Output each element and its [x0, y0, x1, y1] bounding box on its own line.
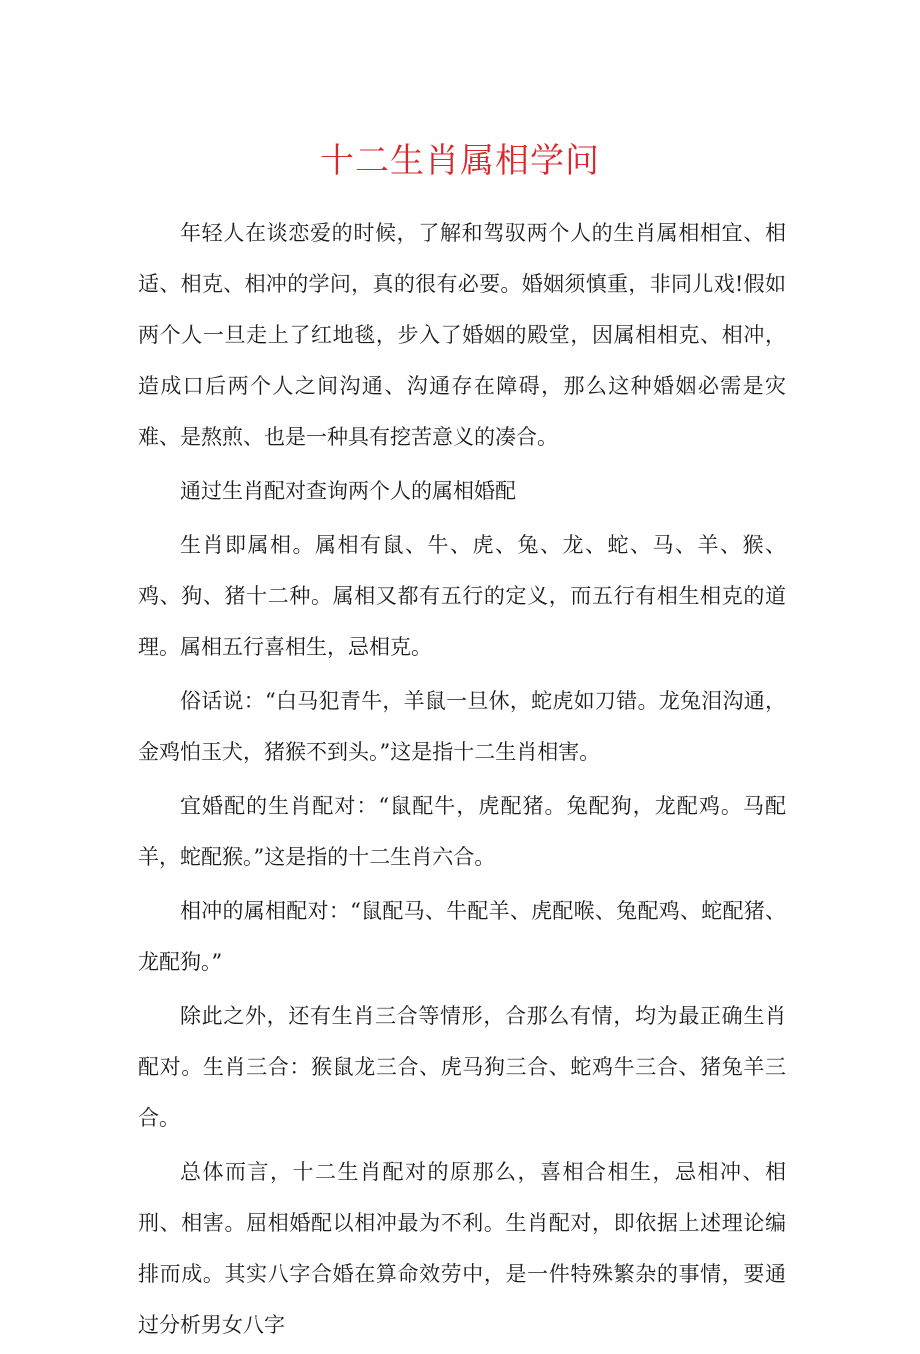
document-title: 十二生肖属相学问	[320, 141, 600, 181]
paragraph-six-harmony: 宜婚配的生肖配对：“鼠配牛，虎配猪。兔配狗，龙配鸡。马配羊，蛇配猴。”这是指的十二生肖六合。	[138, 794, 786, 869]
paragraph-intro: 年轻人在谈恋爱的时候，了解和驾驭两个人的生肖属相相宜、相适、相克、相冲的学问，真的很有必要。婚姻须慎重，非同儿戏!假如两个人一旦走上了红地毯，步入了婚姻的殿堂，因属相相克、相冲，造成口后两个人之间沟通、沟通存在障碍，那么这种婚姻必需是灾难、是熬煎、也是一种具有挖苦意义的凑合。	[138, 221, 786, 449]
paragraph-conflict: 相冲的属相配对：“鼠配马、牛配羊、虎配喉、兔配鸡、蛇配猪、龙配狗。”	[138, 899, 786, 974]
paragraph-summary: 总体而言，十二生肖配对的原那么，喜相合相生，忌相冲、相刑、相害。屈相婚配以相冲最为不利。生肖配对，即依据上述理论编排而成。其实八字合婚在算命效劳中，是一件特殊繁杂的事情，要通过分析男女八字	[138, 1160, 786, 1337]
paragraph-three-harmony: 除此之外，还有生肖三合等情形，合那么有情，均为最正确生肖配对。生肖三合：猴鼠龙三合、虎马狗三合、蛇鸡牛三合、猪兔羊三合。	[138, 1004, 786, 1130]
document-body	[138, 208, 786, 1354]
paragraph-proverb: 俗话说：“白马犯青牛，羊鼠一旦休，蛇虎如刀错。龙兔泪沟通，金鸡怕玉犬，猪猴不到头。”这是指十二生肖相害。	[138, 689, 786, 764]
paragraph-zodiac-list: 生肖即属相。属相有鼠、牛、虎、兔、龙、蛇、马、羊、猴、鸡、狗、猪十二种。属相又都有五行的定义，而五行有相生相克的道理。属相五行喜相生，忌相克。	[138, 533, 786, 659]
paragraph-query-heading: 通过生肖配对查询两个人的属相婚配	[180, 479, 516, 503]
